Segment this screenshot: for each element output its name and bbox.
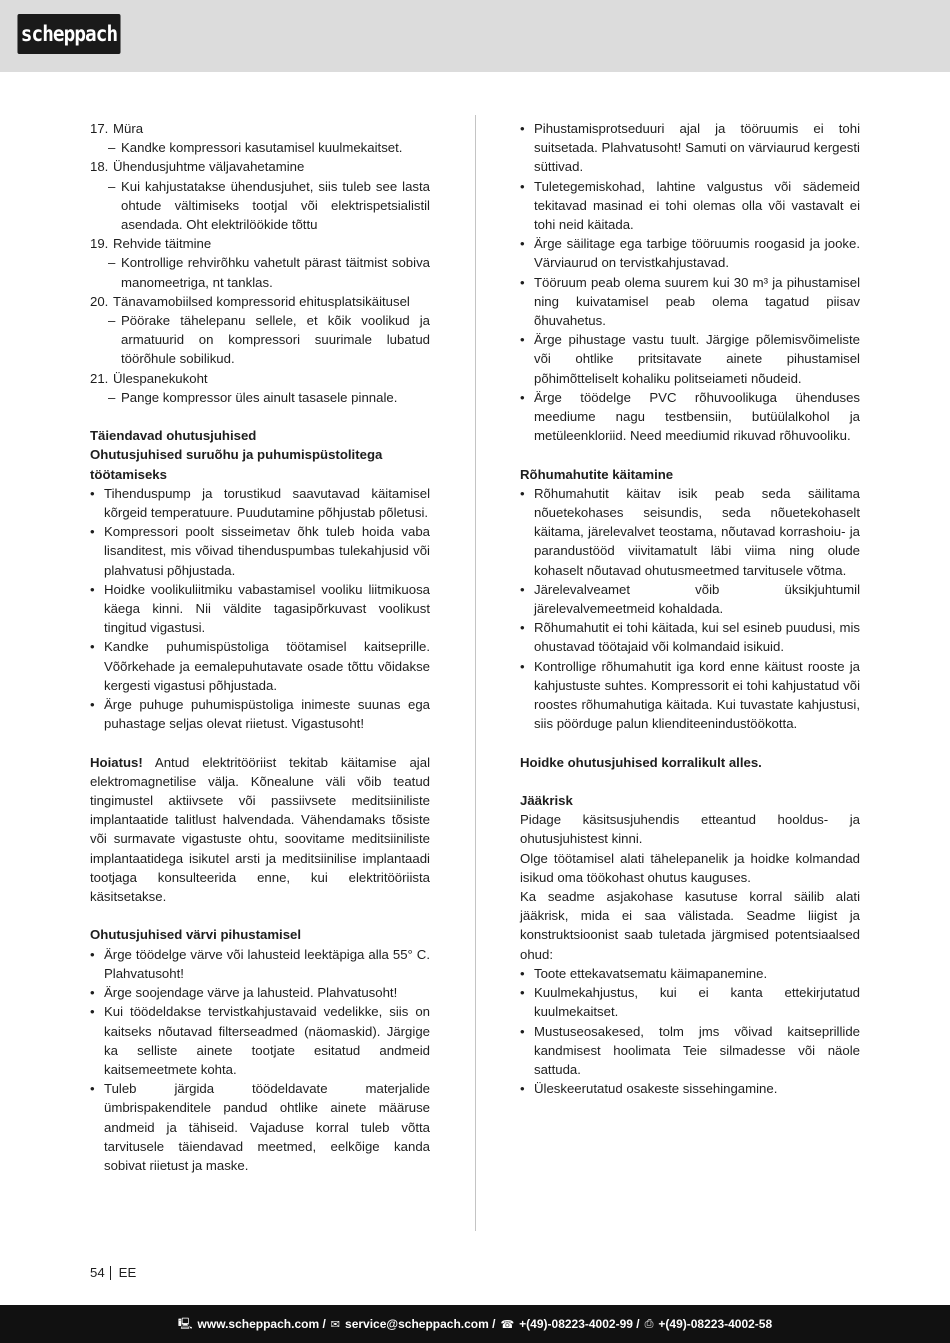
residual-risk-heading: Jääkrisk — [520, 793, 573, 809]
section-20: 20. Tänavamobiilsed kompressorid ehitusplatsikäitusel — [90, 292, 430, 311]
email-link[interactable]: service@scheppach.com / — [345, 1317, 496, 1331]
extra-safety-heading: Täiendavad ohutusjuhised — [90, 428, 257, 444]
list-item: • Ärge töödelge PVC rõhuvoolikuga ühenduses meediume nagu testbensiin, butüülalkohol ja metüleenkloriid. Need meediumid rikuvad rõhuvooliku. — [520, 389, 860, 444]
list-item: • Ärge säilitage ega tarbige tööruumis roogasid ja jooke. Värviaurud on tervistkahjustavad. — [520, 236, 860, 271]
warning-label: Hoiatus! — [90, 754, 143, 770]
computer-icon: 🖳 — [177, 1317, 193, 1330]
paint-safety-list-continued — [520, 119, 860, 445]
section-17-title: Müra — [113, 121, 144, 136]
right-column — [520, 119, 860, 1098]
list-item: • Kontrollige rõhumahutit iga kord enne käitust rooste ja kahjustuste suhtes. Kompressorit ei tohi kahjustatud või roostes rõhumahutiga käitada. Kui tuvastate kahjustusi, siis pöörduge palun klienditeenindustöökotta. — [520, 658, 860, 732]
contact-bar — [0, 1305, 950, 1343]
language-code: EE — [118, 1265, 137, 1280]
residual-paragraph: Ka seadme asjakohase kasutuse korral säilib alati jääkrisk, mida ei saa välistada. Seadme liigist ja konstruktsioonist saab tuletada järgmised potentsiaalsed ohud: — [520, 889, 860, 962]
residual-risk-list — [520, 964, 860, 1098]
list-item: • Tihenduspump ja torustikud saavutavad käitamisel kõrgeid temperatuure. Puudutamine põhjustab põletusi. — [90, 485, 430, 521]
list-item: • Kompressori poolt sisseimetav õhk tuleb hoida vaba lisanditest, mis võivad tihenduspumbas tulekahjusid või plahvatusi põhjustada. — [90, 524, 430, 578]
paint-safety-list — [90, 945, 430, 1175]
website-link[interactable]: www.scheppach.com / — [197, 1317, 326, 1331]
section-18-item: – Kui kahjustatakse ühendusjuhet, siis tuleb see lasta ohtude vältimiseks tootjal või elektrispetsialistil asendada. Oht elektrilöökide tõttu — [108, 178, 430, 233]
mail-icon: ✉ — [330, 1318, 341, 1331]
section-18-title: Ühendusjuhtme väljavahetamine — [113, 159, 305, 175]
section-19-title: Rehvide täitmine — [113, 236, 212, 252]
list-item: • Tuleb järgida töödeldavate materjalide ümbrispakenditele pandud ohtlike ainete määruse andmeid ja tähiseid. Vajaduse korral tuleb võtta tarvitusele täiendavad meetmed, eelkõige kanda sobivat riietust ja maske. — [90, 1081, 430, 1173]
pressure-vessel-list — [520, 484, 860, 734]
list-item: • Hoidke voolikuliitmiku vabastamisel vooliku liitmikuosa käega kinni. Nii väldite tagasipõrkuvast voolikust tingitud vigastusi. — [90, 581, 430, 636]
list-item: • Kandke puhumispüstoliga töötamisel kaitseprille. Võõrkehade ja eemalepuhutavate osade tõttu võidakse kergesti vigastusi põhjustada. — [90, 639, 430, 693]
separator — [110, 1266, 111, 1280]
list-item: • Järelevalveamet võib üksikjuhtumil järelevalvemeetmeid kohaldada. — [520, 581, 860, 617]
paint-safety-heading: Ohutusjuhised värvi pihustamisel — [90, 927, 302, 943]
list-item: • Ärge töödelge värve või lahusteid leektäpiga alla 55° C. Plahvatusoht! — [90, 946, 430, 981]
residual-paragraph: Pidage käsitsusjuhendis etteantud hooldus- ja ohutusjuhistest kinni. — [520, 812, 860, 847]
section-21-item: – Pange kompressor üles ainult tasasele pinnale. — [108, 389, 398, 405]
fax-icon: ⎙ — [644, 1317, 654, 1330]
section-17-item: – Kandke kompressori kasutamisel kuulmekaitset. — [108, 140, 403, 156]
section-18: 18. Ühendusjuhtme väljavahetamine — [90, 157, 430, 176]
warning-paragraph: Hoiatus! Antud elektritööriist tekitab käitamise ajal elektromagnetilise välja. Kõnealune väli võib teatud tingimustel aktiivsete või passiivsete meditsiiniliste implantaatide talitlust halvendada. Vähendamaks tõsiste või surmavate vigastuste ohtu, soovitame meditsiiniliste implantaatidega isikutel arsti ja meditsiinilise implantaadi tootjaga konsulteerida enne, kui elektritööriista käsitsetakse. — [90, 754, 430, 905]
list-item: • Ärge soojendage värve ja lahusteid. Plahvatusoht! — [90, 985, 398, 1001]
list-item: • Mustuseosakesed, tolm jms võivad kaitseprillide kandmisest hoolimata Teie silmadesse või näole sattuda. — [520, 1023, 860, 1077]
list-item: • Kui töödeldakse tervistkahjustavaid vedelikke, siis on kaitseks nõutavad filterseadmed (näomaskid). Järgige ka selliste ainete tootjate esitatud andmeid kaitsemeetmete kohta. — [90, 1004, 430, 1077]
list-item: • Pihustamisprotseduuri ajal ja tööruumis ei tohi suitsetada. Plahvatusoht! Samuti on värviaurud kergesti süttivad. — [520, 121, 860, 175]
column-divider — [475, 115, 476, 1231]
left-column — [90, 119, 430, 1175]
list-item: • Ärge puhuge puhumispüstoliga inimeste suunas ega puhastage seljas olevat riietust. Vigastusoht! — [90, 697, 430, 732]
list-item: • Tööruum peab olema suurem kui 30 m³ ja pihustamisel ning kuivatamisel peab olema tagatud piisav õhuvahetus. — [520, 274, 860, 329]
section-20-item: – Pöörake tähelepanu sellele, et kõik voolikud ja armatuurid on kompressori suurimale lubatud töörõhule sobilikud. — [108, 313, 430, 367]
page-number-footer — [90, 1265, 136, 1280]
section-21-title: Ülespanekukoht — [113, 370, 208, 386]
scheppach-logo: scheppach — [17, 14, 120, 54]
list-item: • Rõhumahutit ei tohi käitada, kui sel esineb puudusi, mis ohustavad töötajaid või kolmandaid isikuid. — [520, 620, 860, 655]
list-item: • Tuletegemiskohad, lahtine valgustus või sädemeid tekitavad masinad ei tohi olemas olla või vastavalt ei tohi neid käitada. — [520, 178, 860, 233]
page-number: 54 — [90, 1265, 105, 1280]
air-safety-list — [90, 484, 430, 734]
section-17: 17. Müra — [90, 119, 430, 138]
section-19-item: – Kontrollige rehvirõhku vahetult pärast täitmist sobiva manomeetriga, nt tanklas. — [108, 255, 430, 290]
list-item: • Ärge pihustage vastu tuult. Järgige põlemisvõimeliste või ohtlike pritsitavate ainete pihustamisel põhimõtteliselt kohaliku politseiameti nõudeid. — [520, 332, 860, 386]
list-item: • Toote ettekavatsematu käimapanemine. — [520, 965, 768, 981]
list-item: • Kuulmekahjustus, kui ei kanta ettekirjutatud kuulmekaitset. — [520, 985, 860, 1020]
pressure-vessel-heading: Rõhumahutite käitamine — [520, 466, 674, 482]
fax-number: +(49)-08223-4002-58 — [658, 1317, 773, 1331]
phone-icon: ☎ — [500, 1318, 515, 1331]
list-item: • Üleskeerutatud osakeste sissehingamine. — [520, 1081, 778, 1097]
air-safety-heading: Ohutusjuhised suruõhu ja puhumispüstolitega töötamiseks — [90, 447, 383, 482]
residual-paragraph: Olge töötamisel alati tähelepanelik ja hoidke kolmandad isikud oma töökohast ohutus kauguses. — [520, 850, 860, 885]
section-19: 19. Rehvide täitmine — [90, 234, 430, 253]
phone-number: +(49)-08223-4002-99 / — [519, 1317, 640, 1331]
section-20-title: Tänavamobiilsed kompressorid ehitusplatsikäitusel — [113, 293, 410, 309]
list-item: • Rõhumahutit käitav isik peab seda säilitama nõuetekohases seisundis, seda nõuetekohaselt käitama, järelevalvet teostama, nõutavad korrashoiu- ja parandustööd viivitamatult läbi viima ning olude kohaselt nõutavad ohutusmeetmed tarvitusele võtma. — [520, 485, 860, 578]
keep-instructions-note: Hoidke ohutusjuhised korralikult alles. — [520, 754, 762, 770]
section-21: 21. Ülespanekukoht — [90, 369, 430, 388]
header-band — [0, 0, 950, 72]
